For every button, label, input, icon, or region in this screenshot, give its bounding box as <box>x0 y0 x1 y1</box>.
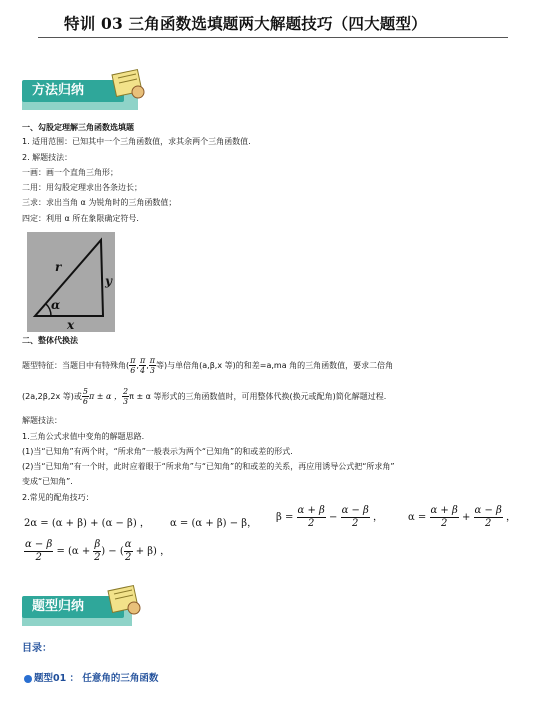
opposite-label: y <box>105 274 112 288</box>
tips-label: 解题技法： <box>22 416 62 425</box>
formula-alpha: α = (α + β) − β， <box>170 518 258 529</box>
book-icon <box>108 66 150 102</box>
section1-line: 四定：利用 α 所在象限确定符号. <box>22 214 139 223</box>
bullet-icon <box>24 675 32 683</box>
tip-line: (2)当“已知角”有一个时，此时应着眼于“所求角”与“已知角”的和或差的关系，再应用诱导公式把“所求角” <box>22 462 395 471</box>
section1-line: 1. 适用范围：已知其中一个三角函数值，求其余两个三角函数值. <box>22 137 251 146</box>
angle-label: α <box>51 298 61 312</box>
section1-line: 三求：求出当角 α 为锐角时的三角函数值； <box>22 198 177 207</box>
book-icon <box>104 582 146 618</box>
pi-over-3: $\frac{\pi}{3}$ <box>149 356 156 375</box>
pi-over-4: $\frac{\pi}{4}$ <box>139 356 146 375</box>
feature-line-1: 题型特征：当题目中有特殊角( $\frac{\pi}{6}$ , $\frac{\pi}{4}$ , $\frac{\pi}{3}$ 等)与单倍角(a,β,x 等)的和差=a,ma 角的三角函数值，要求二倍角 <box>22 356 394 375</box>
toc-label: 目录： <box>22 643 52 654</box>
page-title: 特训 03 三角函数选填题两大解题技巧（四大题型） <box>64 14 427 33</box>
tip-line: (1)当“已知角”有两个时，“所求角”一般表示为两个“已知角”的和或差的形式. <box>22 447 293 456</box>
feature-line-2: (2a,2β,2x 等)或 $\frac{5}{6}$ π ± α ， $\frac{2}{3}$ π ± α 等形式的三角函数值时，可用整体代换(换元或配角)简化解题过程. <box>22 387 387 406</box>
title-underline <box>38 37 508 38</box>
section1-line: 一画：画一个直角三角形； <box>22 168 118 177</box>
toc-item[interactable]: 题型01 ： 任意角的三角函数 <box>34 673 159 684</box>
section1-line: 2. 解题技法： <box>22 153 73 162</box>
tip-line: 变成“已知角”. <box>22 477 73 486</box>
tip-line: 1.三角公式求值中变角的解题思路. <box>22 432 145 441</box>
formula-half-difference: $\frac{\alpha - \beta}{2}$ = (α + $\frac{\beta}{2}$ ) − ( $\frac{\alpha}{2}$ + β) ， <box>25 539 171 563</box>
feature-text: 等)与单倍角(a,β,x 等)的和差=a,ma 角的三角函数值，要求二倍角 <box>156 361 394 370</box>
five-sixths: $\frac{5}{6}$ <box>82 387 88 406</box>
hypotenuse-label: r <box>55 260 62 274</box>
section1-line: 二用：用勾股定理求出各条边长； <box>22 183 142 192</box>
tip-line: 2.常见的配角技巧： <box>22 493 94 502</box>
section2-heading: 二、整体代换法 <box>22 336 78 345</box>
formula-beta: β = $\frac{\alpha + \beta}{2}$ − $\frac{\alpha - \beta}{2}$ ， <box>276 505 384 529</box>
formula-2alpha: 2α = (α + β) + (α − β) ， <box>24 518 150 529</box>
method-summary-badge: 方法归纳 <box>22 80 124 102</box>
pi-over-6: $\frac{\pi}{6}$ <box>130 356 136 375</box>
two-thirds: $\frac{2}{3}$ <box>122 387 129 406</box>
feature-text: 题型特征：当题目中有特殊角( <box>22 361 130 370</box>
question-types-badge: 题型归纳 <box>22 596 124 618</box>
section1-heading: 一、勾股定理解三角函数选填题 <box>22 123 134 132</box>
formula-alpha-half: α = $\frac{\alpha + \beta}{2}$ + $\frac{\alpha - \beta}{2}$ ， <box>408 505 516 529</box>
triangle-figure <box>27 232 115 332</box>
adjacent-label: x <box>67 318 75 332</box>
